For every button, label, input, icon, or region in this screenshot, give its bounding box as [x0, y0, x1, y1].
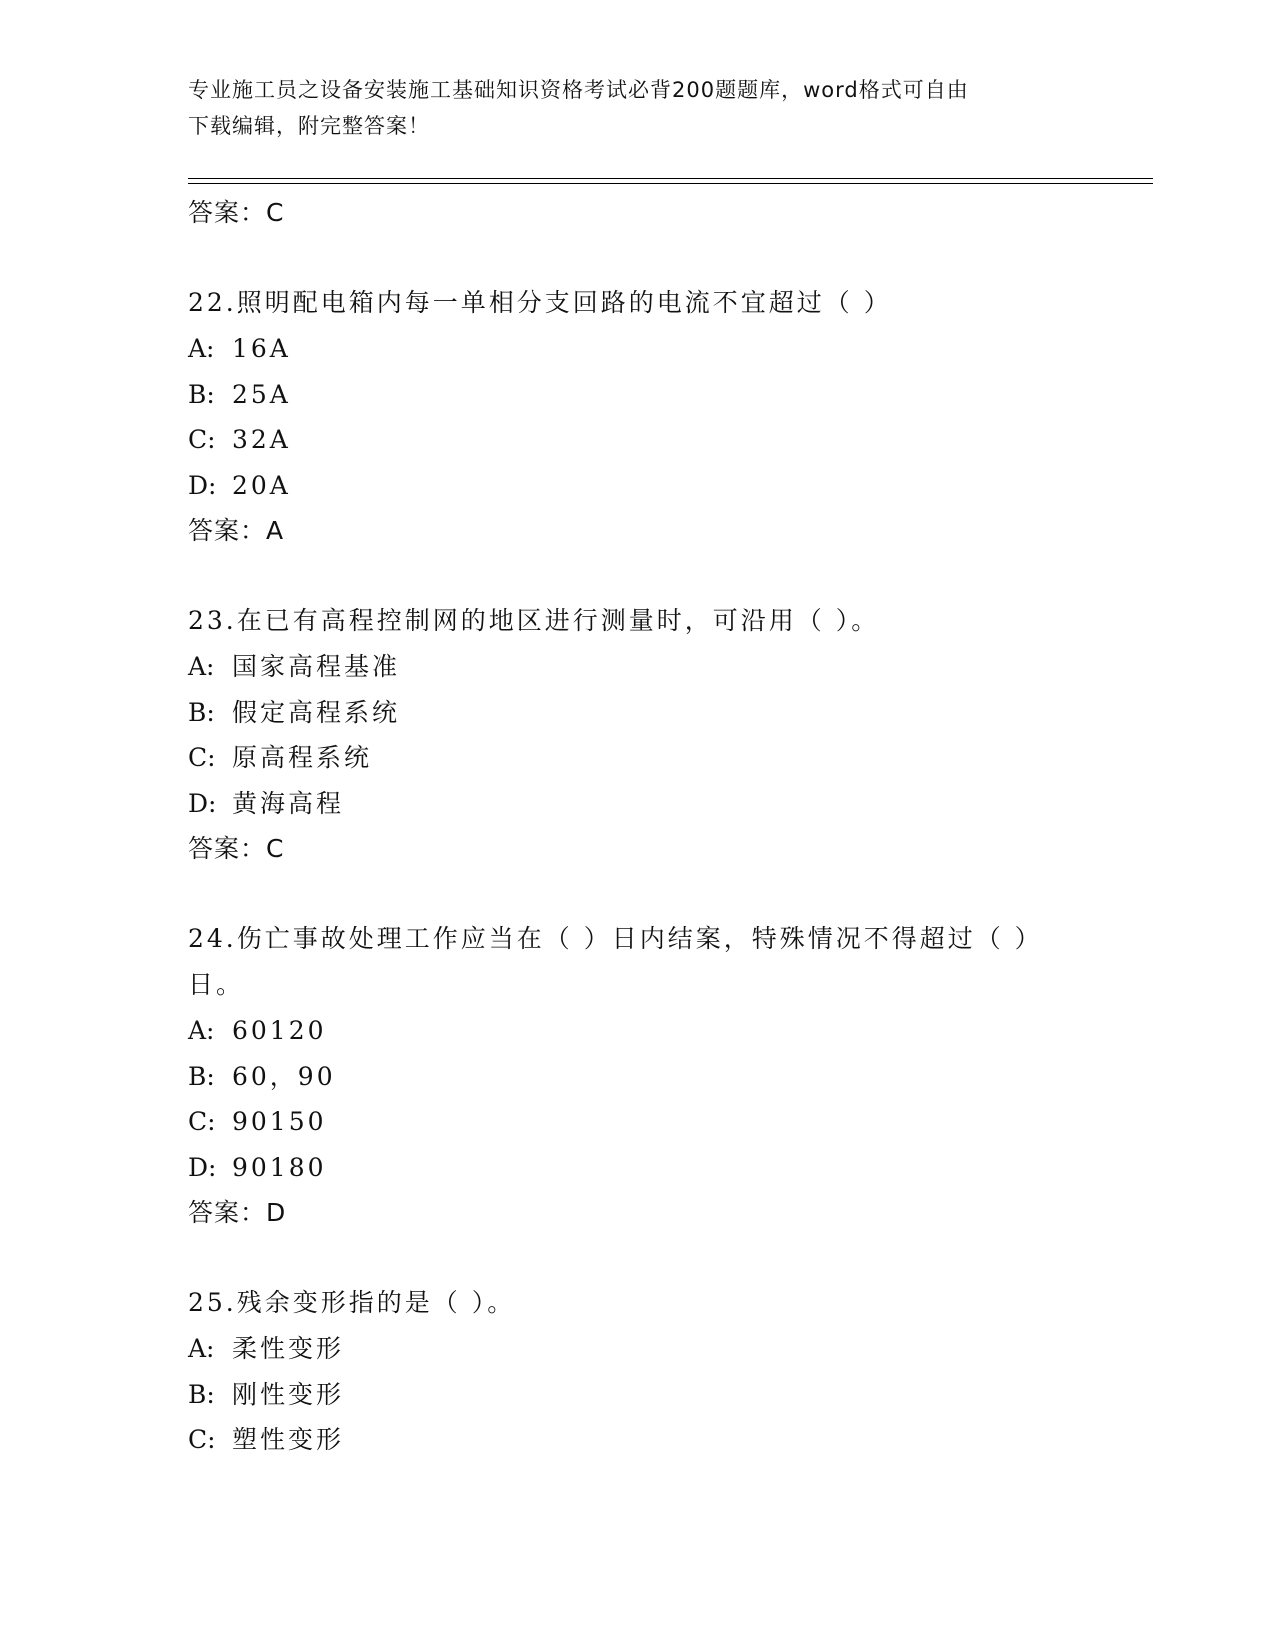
- option-label: D:: [188, 470, 217, 500]
- option-text: 刚性变形: [232, 1379, 345, 1409]
- option-b: [188, 690, 1088, 736]
- option-label: A:: [188, 1016, 215, 1045]
- question-23: [188, 598, 1088, 872]
- question-number: 23.: [188, 606, 237, 635]
- question-stem: [188, 916, 1088, 962]
- option-a: [188, 1326, 1088, 1372]
- question-stem: [188, 280, 1088, 326]
- question-list: [188, 190, 1088, 1463]
- answer-line: 答案：C: [188, 834, 285, 863]
- question-text: 照明配电箱内每一单相分支回路的电流不宜超过（ ）: [236, 288, 892, 317]
- option-label: B:: [188, 697, 215, 727]
- option-label: C:: [188, 1425, 216, 1454]
- option-text: 塑性变形: [232, 1425, 345, 1454]
- spacer: [188, 1236, 1088, 1280]
- question-24: [188, 916, 1088, 1236]
- question-stem: [188, 1280, 1088, 1326]
- question-25: [188, 1280, 1088, 1463]
- question-text: 伤亡事故处理工作应当在（ ）日内结案，特殊情况不得超过（ ）: [236, 924, 1043, 953]
- option-b: [188, 1054, 1088, 1100]
- option-text: 90150: [232, 1107, 327, 1136]
- header-line-2: 下载编辑，附完整答案！: [188, 114, 430, 138]
- question-number: 24.: [188, 924, 237, 953]
- option-label: B:: [188, 1379, 215, 1409]
- spacer: [188, 236, 1088, 280]
- option-text: 柔性变形: [232, 1334, 345, 1363]
- header-rule-bottom: [188, 183, 1153, 184]
- header-line-1: 专业施工员之设备安装施工基础知识资格考试必背200题题库，word格式可自由: [188, 78, 969, 102]
- header-rule-top: [188, 178, 1153, 179]
- option-text: 90180: [232, 1152, 327, 1182]
- option-text: 国家高程基准: [232, 652, 401, 681]
- option-b: [188, 1372, 1088, 1418]
- option-text: 原高程系统: [232, 743, 373, 772]
- option-c: [188, 1417, 1088, 1463]
- option-label: C:: [188, 1107, 216, 1136]
- question-text: 在已有高程控制网的地区进行测量时，可沿用（ ）。: [236, 606, 880, 635]
- option-a: [188, 1008, 1088, 1054]
- option-label: B:: [188, 379, 215, 409]
- option-c: [188, 735, 1088, 781]
- option-text: 假定高程系统: [232, 697, 401, 727]
- option-label: D:: [188, 788, 217, 818]
- option-text: 32A: [232, 425, 291, 454]
- option-text: 60120: [232, 1016, 327, 1045]
- option-label: D:: [188, 1152, 217, 1182]
- document-header: [188, 72, 1068, 144]
- option-label: C:: [188, 425, 216, 454]
- question-text: 残余变形指的是（ ）。: [236, 1288, 516, 1317]
- option-label: C:: [188, 743, 216, 772]
- question-stem: [188, 598, 1088, 644]
- option-text: 20A: [232, 470, 291, 500]
- spacer: [188, 872, 1088, 916]
- question-stem-continuation: 日。: [188, 970, 245, 999]
- question-22: [188, 280, 1088, 554]
- option-c: [188, 417, 1088, 463]
- option-label: A:: [188, 1334, 215, 1363]
- answer-line: 答案：A: [188, 516, 285, 545]
- option-a: [188, 326, 1088, 372]
- option-label: A:: [188, 334, 215, 363]
- option-text: 60，90: [232, 1061, 336, 1091]
- option-d: [188, 781, 1088, 827]
- option-d: [188, 463, 1088, 509]
- option-text: 黄海高程: [232, 788, 345, 818]
- option-d: [188, 1145, 1088, 1191]
- spacer: [188, 554, 1088, 598]
- option-label: B:: [188, 1061, 215, 1091]
- answer-line: 答案：D: [188, 1198, 287, 1227]
- option-a: [188, 644, 1088, 690]
- option-text: 16A: [232, 334, 291, 363]
- option-label: A:: [188, 652, 215, 681]
- answer-line: 答案：C: [188, 198, 285, 227]
- option-b: [188, 372, 1088, 418]
- question-number: 22.: [188, 288, 237, 317]
- question-number: 25.: [188, 1288, 237, 1317]
- option-text: 25A: [232, 379, 291, 409]
- option-c: [188, 1099, 1088, 1145]
